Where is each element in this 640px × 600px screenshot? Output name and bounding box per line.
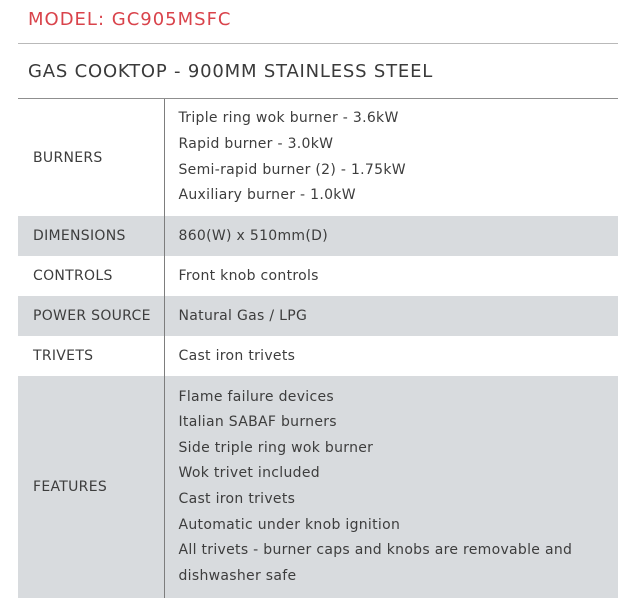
- spec-value-line: dishwasher safe: [178, 567, 297, 584]
- spec-value-list: [164, 376, 618, 598]
- spec-row-power-source: [18, 296, 618, 336]
- spec-value-list: [164, 99, 618, 216]
- spec-label: POWER SOURCE: [18, 296, 164, 336]
- spec-value-line: Triple ring wok burner - 3.6kW: [178, 110, 399, 127]
- spec-value-line: Automatic under knob ignition: [178, 516, 401, 533]
- spec-label: CONTROLS: [18, 256, 164, 296]
- spec-value: Cast iron trivets: [178, 348, 296, 364]
- spec-row-dimensions: [18, 216, 618, 256]
- specs-table: [18, 99, 618, 598]
- spec-label: FEATURES: [18, 376, 164, 598]
- spec-value: Natural Gas / LPG: [164, 296, 618, 336]
- spec-label: TRIVETS: [18, 336, 164, 376]
- product-title: GAS COOKTOP - 900MM STAINLESS STEEL: [18, 44, 618, 99]
- spec-sheet: [18, 0, 618, 600]
- model-number: MODEL: GC905MSFC: [18, 0, 618, 44]
- spec-row-trivets: [18, 336, 618, 376]
- spec-value-line: Semi-rapid burner (2) - 1.75kW: [178, 161, 406, 178]
- spec-value-line: Flame failure devices: [178, 388, 334, 405]
- spec-value-line: Cast iron trivets: [178, 491, 296, 507]
- spec-value-line: All trivets - burner caps and knobs are removable and: [178, 542, 573, 559]
- spec-value: 860(W) x 510mm(D): [164, 216, 618, 256]
- spec-value-line: Rapid burner - 3.0kW: [178, 135, 334, 152]
- spec-value: Front knob controls: [178, 268, 319, 284]
- spec-label: BURNERS: [18, 99, 164, 216]
- spec-label: DIMENSIONS: [18, 216, 164, 256]
- spec-value-line: Italian SABAF burners: [178, 414, 337, 431]
- spec-value-line: Wok trivet included: [178, 465, 320, 482]
- spec-row-burners: [18, 99, 618, 216]
- spec-row-features: [18, 376, 618, 598]
- spec-row-controls: [18, 256, 618, 296]
- spec-value-line: Side triple ring wok burner: [178, 439, 374, 456]
- spec-value-line: Auxiliary burner - 1.0kW: [178, 187, 356, 204]
